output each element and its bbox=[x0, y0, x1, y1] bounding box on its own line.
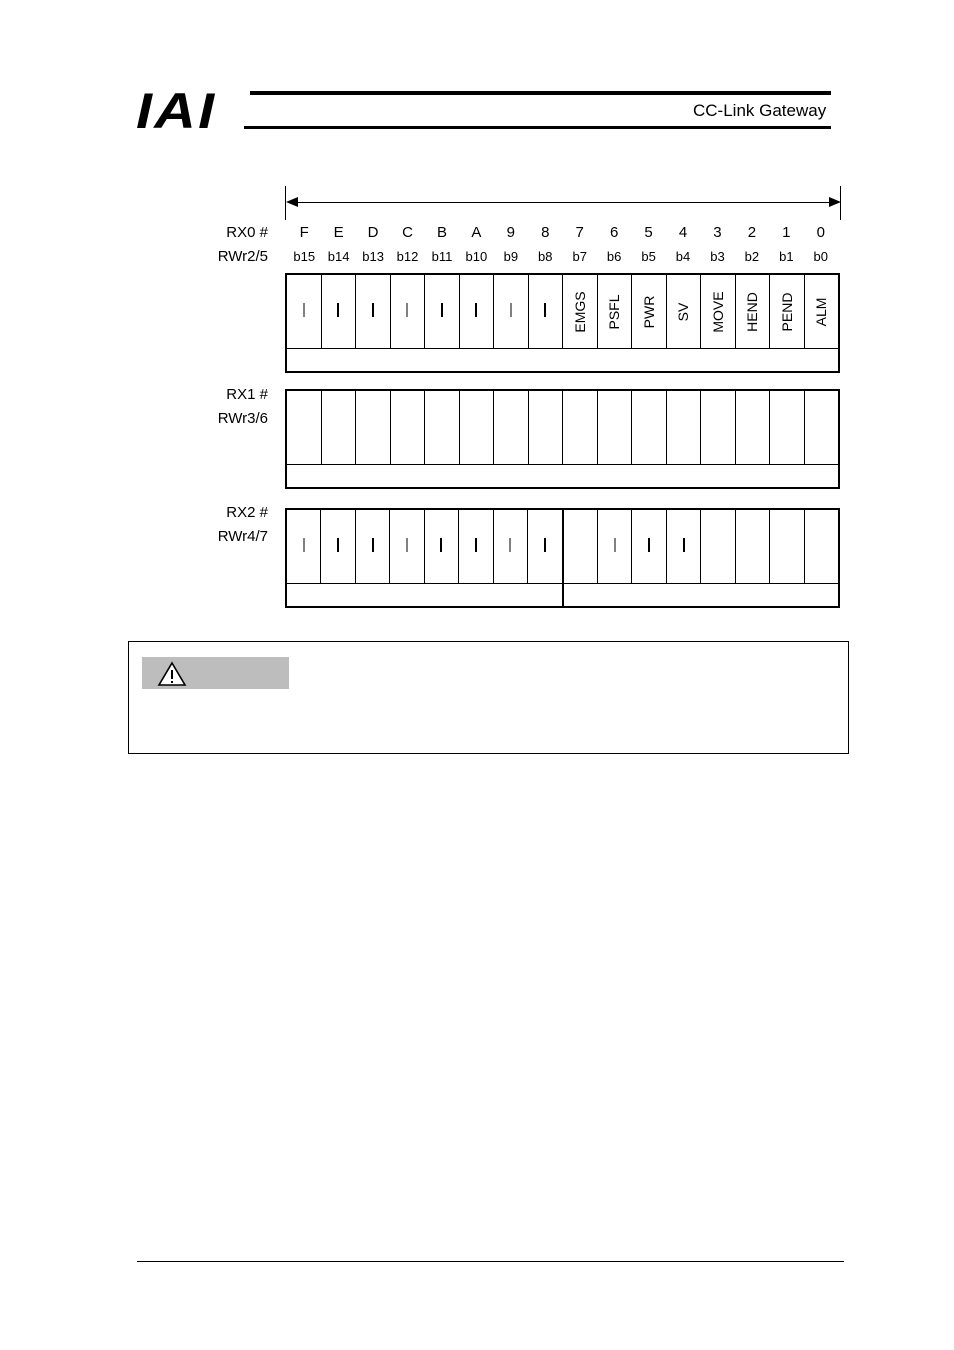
unused-bit-mark bbox=[303, 538, 304, 552]
unused-bit-mark bbox=[648, 538, 650, 552]
bit-cell bbox=[735, 510, 769, 583]
bit-cell bbox=[700, 510, 734, 583]
hex-bit-label: B bbox=[436, 224, 447, 241]
signal-name: PEND bbox=[778, 292, 795, 331]
bit-cell bbox=[321, 391, 356, 464]
hex-bit-label: D bbox=[367, 224, 379, 241]
bit-cell bbox=[528, 391, 563, 464]
unused-bit-mark bbox=[614, 538, 615, 552]
unused-bit-mark bbox=[475, 538, 477, 552]
bit-cell bbox=[458, 510, 492, 583]
bit-cell bbox=[597, 391, 632, 464]
hex-bit-label: 0 bbox=[816, 224, 825, 241]
warning-triangle-icon bbox=[157, 661, 187, 687]
bit-cell bbox=[287, 510, 320, 583]
hex-bit-label: 7 bbox=[575, 224, 584, 241]
bit-cell bbox=[321, 275, 356, 348]
bit-cell bbox=[493, 510, 527, 583]
bit-cell bbox=[355, 510, 389, 583]
unused-bit-mark bbox=[475, 303, 477, 317]
unused-bit-mark bbox=[544, 538, 546, 552]
hex-bit-label: 3 bbox=[713, 224, 722, 241]
bit-cell bbox=[769, 510, 803, 583]
bit-cell bbox=[804, 510, 838, 583]
signal-name: HEND bbox=[744, 291, 761, 332]
hex-bit-label: 8 bbox=[541, 224, 550, 241]
register-rx1-box bbox=[285, 389, 840, 489]
bit-number-label: b13 bbox=[362, 249, 384, 264]
unused-bit-mark bbox=[510, 538, 511, 552]
company-logo: IAI bbox=[136, 83, 217, 139]
hex-bit-label: 9 bbox=[506, 224, 516, 241]
bit-number-label: b1 bbox=[779, 249, 794, 264]
signal-name: PSFL bbox=[606, 293, 623, 330]
register-sublabel: RWr2/5 bbox=[217, 248, 268, 265]
bit-cell bbox=[424, 510, 458, 583]
unused-bit-mark bbox=[441, 303, 443, 317]
bit-number-label: b15 bbox=[293, 249, 316, 264]
bit-number-label: b10 bbox=[465, 249, 488, 264]
bit-cell bbox=[769, 391, 804, 464]
header-rule-top bbox=[250, 91, 831, 95]
bit-cell bbox=[287, 391, 321, 464]
hex-bit-label: 5 bbox=[644, 224, 653, 241]
register-label: RX0 # bbox=[226, 224, 268, 241]
bit-number-label: b12 bbox=[396, 249, 419, 264]
bit-number-label: b4 bbox=[675, 249, 691, 264]
bit-number-label: b14 bbox=[327, 249, 350, 264]
bit-number-label: b8 bbox=[538, 249, 553, 264]
bit-cell bbox=[631, 391, 666, 464]
bit-cell bbox=[424, 275, 459, 348]
bit-number-label: b3 bbox=[710, 249, 725, 264]
bit-number-label: b9 bbox=[503, 249, 519, 264]
register-bottom-row bbox=[287, 584, 838, 606]
bit-cell bbox=[459, 275, 494, 348]
unused-bit-mark bbox=[337, 303, 339, 317]
bit-cell bbox=[355, 275, 390, 348]
bit-cell bbox=[631, 275, 666, 348]
signal-name: SV bbox=[675, 302, 692, 321]
unused-bit-mark bbox=[372, 538, 374, 552]
bit-cell bbox=[804, 275, 839, 348]
hex-bit-label: 1 bbox=[782, 224, 791, 241]
register-cells bbox=[287, 510, 838, 584]
unused-bit-mark bbox=[407, 538, 408, 552]
hex-bit-label: A bbox=[471, 224, 482, 241]
bit-cell bbox=[700, 391, 735, 464]
register-cells bbox=[287, 391, 838, 465]
bit-number-label: b5 bbox=[641, 249, 656, 264]
bit-cell bbox=[528, 275, 563, 348]
header-rule-bottom bbox=[244, 126, 831, 129]
bit-cell bbox=[527, 510, 561, 583]
signal-name: ALM bbox=[813, 297, 830, 326]
range-arrow-head-left bbox=[286, 197, 298, 207]
range-arrow-head-right bbox=[829, 197, 841, 207]
unused-bit-mark bbox=[440, 538, 442, 552]
bit-number-label: b0 bbox=[813, 249, 829, 264]
register-label: RX1 # bbox=[226, 386, 268, 403]
range-arrow-line bbox=[291, 202, 835, 203]
bit-cell bbox=[666, 391, 701, 464]
bit-cell bbox=[287, 275, 321, 348]
bit-cell bbox=[597, 275, 632, 348]
bit-number-label: b7 bbox=[572, 249, 587, 264]
signal-name: PWR bbox=[640, 295, 657, 328]
bit-cell bbox=[735, 275, 770, 348]
bit-cell bbox=[389, 510, 423, 583]
bit-cell bbox=[666, 275, 701, 348]
register-cells bbox=[287, 275, 838, 349]
register-bottom-row bbox=[287, 349, 838, 371]
register-sublabel: RWr4/7 bbox=[217, 528, 268, 545]
bit-cell bbox=[562, 391, 597, 464]
bit-number-label: b2 bbox=[744, 249, 760, 264]
header-title: CC-Link Gateway bbox=[693, 101, 827, 120]
register-rx2-box bbox=[285, 508, 840, 608]
hex-bit-label: E bbox=[333, 224, 344, 241]
register-bottom-row bbox=[287, 465, 838, 487]
bit-cell bbox=[320, 510, 354, 583]
bit-cell bbox=[666, 510, 700, 583]
unused-bit-mark bbox=[683, 538, 685, 552]
bit-cell bbox=[700, 275, 735, 348]
unused-bit-mark bbox=[303, 303, 304, 317]
bit-number-label: b11 bbox=[431, 249, 453, 264]
bit-cell bbox=[562, 510, 597, 583]
bit-cell bbox=[597, 510, 631, 583]
bit-cell bbox=[355, 391, 390, 464]
bit-cell bbox=[631, 510, 665, 583]
bit-cell bbox=[804, 391, 839, 464]
hex-bit-label: F bbox=[299, 224, 309, 241]
bit-cell bbox=[562, 275, 597, 348]
register-rx0-box bbox=[285, 273, 840, 373]
bit-cell bbox=[424, 391, 459, 464]
bit-cell bbox=[390, 391, 425, 464]
bit-cell bbox=[769, 275, 804, 348]
bit-cell bbox=[390, 275, 425, 348]
unused-bit-mark bbox=[372, 303, 374, 317]
register-label: RX2 # bbox=[226, 504, 268, 521]
bit-cell bbox=[493, 391, 528, 464]
unused-bit-mark bbox=[510, 303, 511, 317]
hex-bit-label: 4 bbox=[678, 224, 688, 241]
footer-rule bbox=[137, 1261, 844, 1262]
signal-name: MOVE bbox=[709, 290, 726, 333]
bit-number-label: b6 bbox=[606, 249, 622, 264]
signal-name: EMGS bbox=[571, 290, 588, 333]
bit-cell bbox=[735, 391, 770, 464]
bit-cell bbox=[493, 275, 528, 348]
unused-bit-mark bbox=[337, 538, 339, 552]
register-sublabel: RWr3/6 bbox=[217, 410, 268, 427]
hex-bit-label: 6 bbox=[609, 224, 619, 241]
bit-cell bbox=[459, 391, 494, 464]
unused-bit-mark bbox=[407, 303, 408, 317]
hex-bit-label: 2 bbox=[747, 224, 757, 241]
unused-bit-mark bbox=[544, 303, 546, 317]
hex-bit-label: C bbox=[402, 224, 413, 241]
